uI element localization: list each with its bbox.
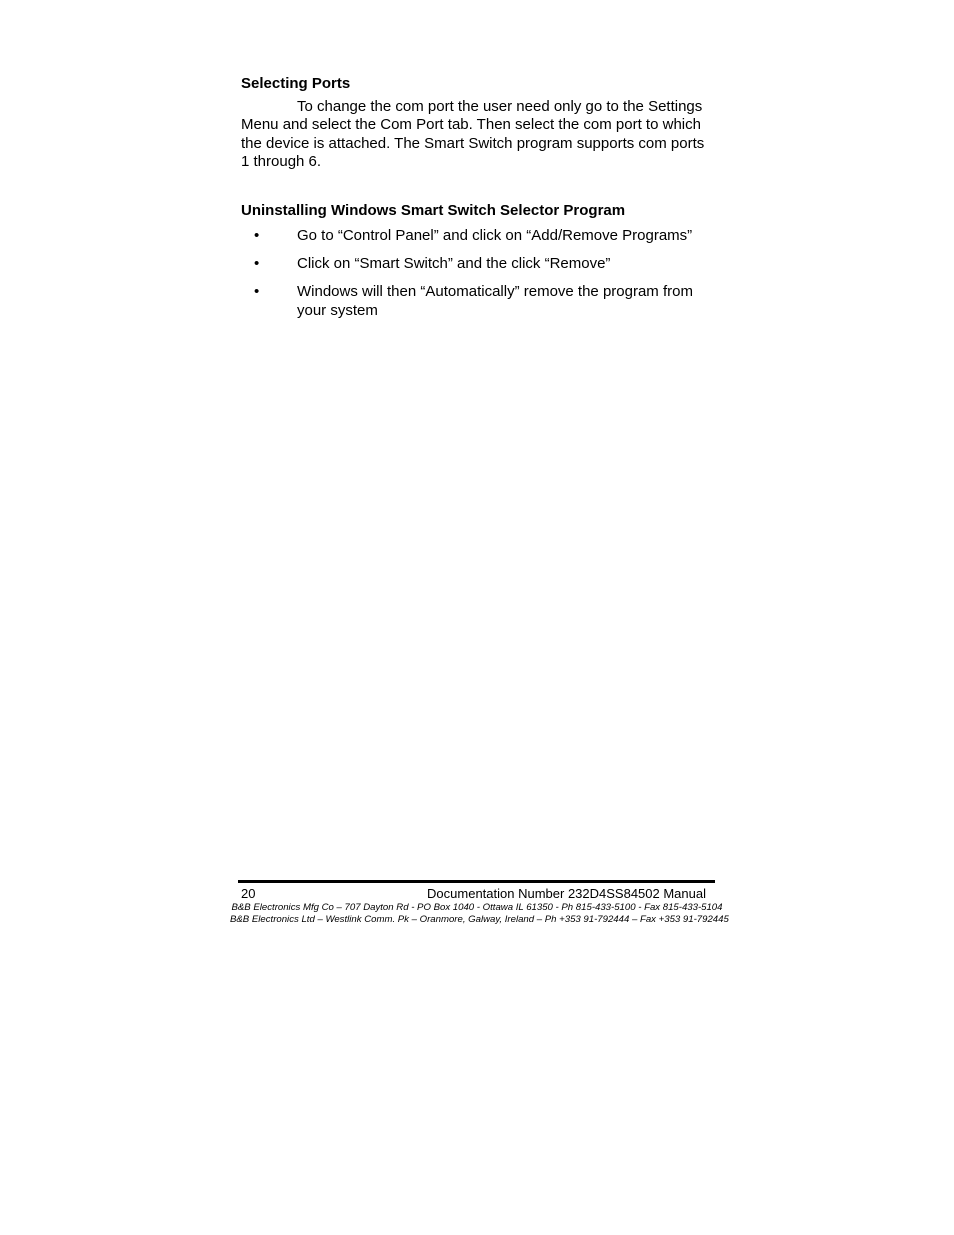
section-heading-selecting-ports: Selecting Ports — [241, 75, 351, 92]
bullet-icon: • — [254, 255, 260, 272]
list-item — [241, 226, 721, 245]
list-item — [241, 254, 721, 273]
section-heading-uninstalling: Uninstalling Windows Smart Switch Selector Program — [241, 202, 626, 219]
bullet-icon: • — [254, 283, 260, 300]
selecting-ports-paragraph: To change the com port the user need only go to the Settings Menu and select the Com Port tab. Then select the com port to which the device is attached. The Smart Switch program supports com ports 1 through 6. — [241, 98, 705, 170]
list-item — [241, 282, 721, 320]
footer-address-us: B&B Electronics Mfg Co – 707 Dayton Rd - PO Box 1040 - Ottawa IL 61350 - Ph 815-433-5100 - Fax 815-433-5104 — [231, 902, 723, 913]
documentation-number: Documentation Number 232D4SS84502 Manual — [427, 886, 706, 901]
footer-divider — [238, 880, 715, 883]
page-number: 20 — [241, 886, 256, 901]
list-item-text: Go to “Control Panel” and click on “Add/Remove Programs” — [297, 227, 693, 244]
uninstall-steps-list — [241, 226, 721, 329]
bullet-icon: • — [254, 227, 260, 244]
footer-address-ireland: B&B Electronics Ltd – Westlink Comm. Pk – Oranmore, Galway, Ireland – Ph +353 91-792444 – Fax +353 91-792445 — [230, 914, 729, 925]
list-item-text: Windows will then “Automatically” remove the program from your system — [297, 283, 693, 319]
list-item-text: Click on “Smart Switch” and the click “Remove” — [297, 255, 611, 272]
